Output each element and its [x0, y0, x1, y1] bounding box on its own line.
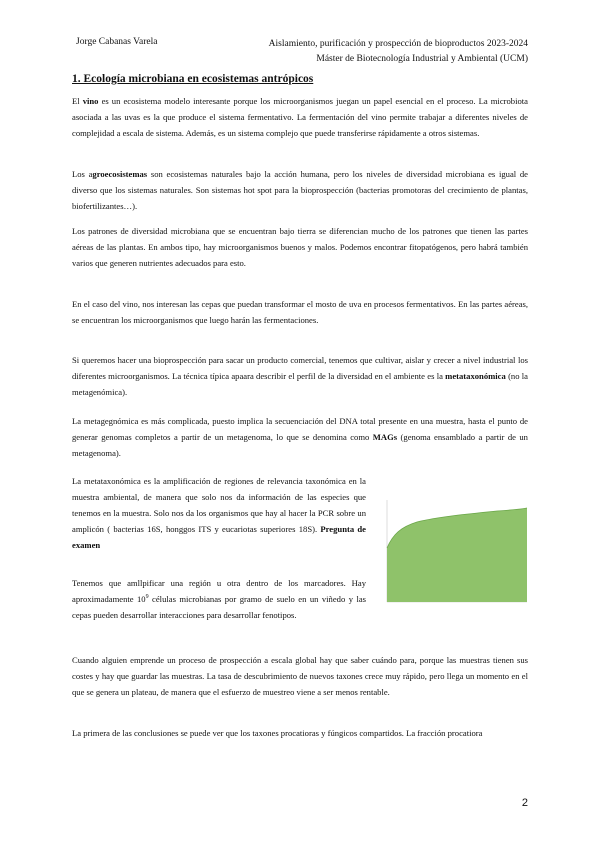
header-course-line2: Máster de Biotecnología Industrial y Ambiental (UCM)	[316, 54, 528, 64]
section-title: 1. Ecología microbiana en ecosistemas antrópicos	[72, 73, 314, 85]
paragraph-caso-vino: En el caso del vino, nos interesan las cepas que puedan transformar el mosto de uva en procesos fermentativos. En las partes aéreas, se encuentran los microorganismos que luego harán las fermentaciones.	[72, 299, 528, 325]
header-course	[208, 37, 528, 67]
exam-question-note: Pregunta de examen	[72, 524, 366, 550]
page-number: 2	[521, 797, 528, 809]
paragraph-patrones: Los patrones de diversidad microbiana que se encuentran bajo tierra se diferencian mucho de los patrones que tienen las partes aéreas de las plantas. En ambos tipo, hay microorganismos buenos y malos. Podemos encontrar fitopatógenos, pero habrá también varios que generen nutrientes adecuados para esto.	[72, 226, 528, 268]
rarefaction-curve-figure	[377, 492, 530, 610]
header-author: Jorge Cabanas Varela	[76, 37, 158, 47]
header-course-line1: Aislamiento, purificación y prospección de bioproductos 2023-2024	[268, 39, 528, 49]
figure-curve-area	[387, 508, 527, 602]
paragraph-prospeccion-global: Cuando alguien emprende un proceso de prospección a escala global hay que saber cuándo para, porque las muestras tienen sus costes y hay que guardar las muestras. La tasa de descubrimiento de nuevos taxones crece muy rápido, pero llega un momento en el que se genera un plateau, de manera que el esfuerzo de muestreo viene a ser menos rentable.	[72, 655, 528, 697]
paragraph-marcadores: Tenemos que amllpificar una región u otra dentro de los marcadores. Hay aproximadamente $10^9$ células microbianas por gramo de suelo en un viñedo y las cepas pueden desarrollar interacciones para desarrollar fenotipos.	[72, 578, 366, 620]
paragraph-metataxonomica: La metataxonómica es la amplificación de regiones de relevancia taxonómica en la muestra ambiental, de manera que solo nos da información de las especies que tenemos en la muestra. Solo nos da los organismos que hay al hacer la PCR sobre un amplicón ( bacterias 16S, honggos ITS y eucariotas superiores 18S). Pregunta de examen	[72, 476, 366, 550]
paragraph-conclusiones: La primera de las conclusiones se puede ver que los taxones procatioras y fúngicos compartidos. La fracción procatiora	[72, 728, 483, 738]
paragraph-agroecosistemas: Los agroecosistemas son ecosistemas naturales bajo la acción humana, pero los niveles de diversidad microbiana es igual de diverso que los sistemas naturales. Son sistemas hot spot para la bioprospección (bacterias promotoras del crecimiento de plantas, biofertilizantes…).	[72, 169, 528, 211]
paragraph-vino: El vino es un ecosistema modelo interesante porque los microorganismos juegan un papel esencial en el proceso. La microbiota asociada a las uvas es la que produce el sistema fermentativo. La fermentación del vino permite trabajar a diferentes niveles de complejidad a escala de sistema. Además, es un sistema complejo que puede transferirse rápidamente a otros sistemas.	[72, 96, 528, 138]
paragraph-bioprospeccion: Si queremos hacer una bioprospección para sacar un producto comercial, tenemos que cultivar, aislar y crecer a nivel industrial los diferentes microorganismos. La técnica típica apaara describir el perfil de la diversidad en el ambiente es la metataxonómica (no la metagenómica).	[72, 355, 528, 397]
paragraph-metagenomica: La metagegnómica es más complicada, puesto implica la secuenciación del DNA total presente en una muestra, hasta el punto de generar genomas completos a partir de un metagenoma, lo que se denomina como MAGs (genoma ensamblado a partir de un metagenoma).	[72, 416, 528, 458]
